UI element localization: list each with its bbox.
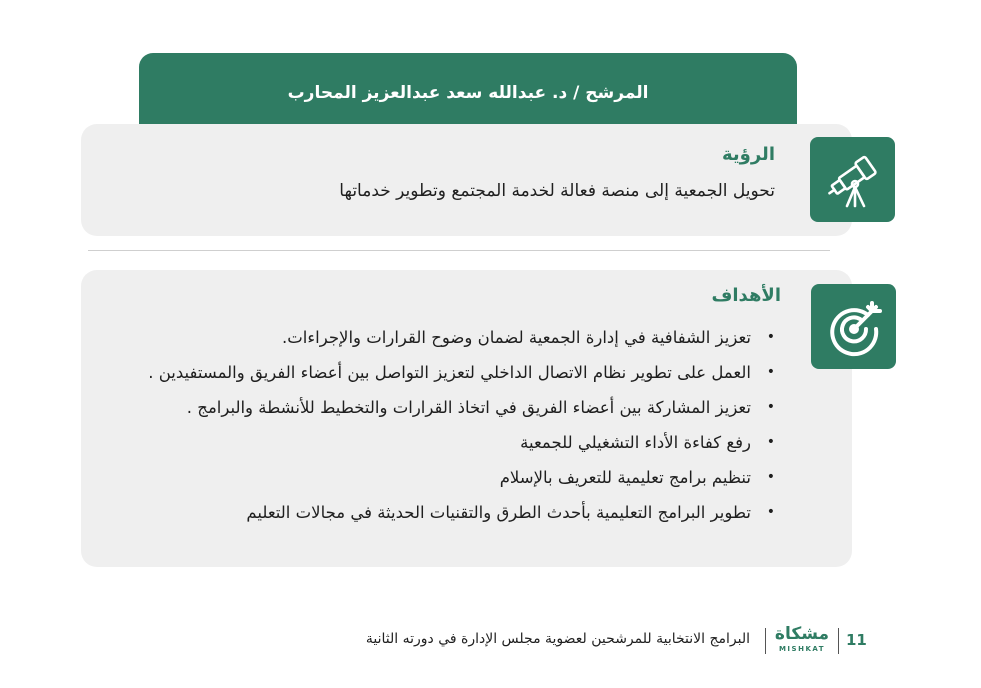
list-item bbox=[148, 460, 779, 495]
goal-text: تطوير البرامج التعليمية بأحدث الطرق والتقنيات الحديثة في مجالات التعليم bbox=[246, 503, 751, 522]
goals-card bbox=[81, 270, 852, 567]
bullet: • bbox=[766, 399, 775, 415]
goals-title: الأهداف bbox=[711, 285, 781, 306]
target-icon bbox=[811, 284, 896, 369]
vision-text: تحويل الجمعية إلى منصة فعالة لخدمة المجتمع وتطوير خدماتها bbox=[339, 181, 775, 201]
footer-text: البرامج الانتخابية للمرشحين لعضوية مجلس الإدارة في دورته الثانية bbox=[365, 631, 750, 647]
goal-text: تعزيز الشفافية في إدارة الجمعية لضمان وضوح القرارات والإجراءات. bbox=[282, 328, 751, 347]
candidate-name: المرشح / د. عبدالله سعد عبدالعزيز المحارب bbox=[287, 83, 649, 103]
footer-separator bbox=[765, 628, 766, 654]
footer-separator bbox=[838, 628, 839, 654]
goal-text: العمل على تطوير نظام الاتصال الداخلي لتعزيز التواصل بين أعضاء الفريق والمستفيدين . bbox=[148, 363, 751, 382]
bullet: • bbox=[766, 504, 775, 520]
goal-text: رفع كفاءة الأداء التشغيلي للجمعية bbox=[520, 433, 751, 452]
vision-card bbox=[81, 124, 852, 236]
list-item bbox=[148, 425, 779, 460]
bullet: • bbox=[766, 469, 775, 485]
logo-arabic: مشكاة bbox=[774, 624, 830, 644]
section-divider bbox=[88, 250, 830, 251]
bullet: • bbox=[766, 434, 775, 450]
list-item bbox=[148, 390, 779, 425]
list-item bbox=[148, 355, 779, 390]
candidate-header bbox=[139, 53, 797, 129]
vision-title: الرؤية bbox=[722, 144, 775, 165]
goal-text: تنظيم برامج تعليمية للتعريف بالإسلام bbox=[499, 468, 751, 487]
list-item bbox=[148, 320, 779, 355]
goals-list bbox=[148, 320, 779, 530]
bullet: • bbox=[766, 364, 775, 380]
page-number: 11 bbox=[846, 631, 867, 649]
logo-english: MISHKAT bbox=[778, 645, 826, 653]
bullet: • bbox=[766, 329, 775, 345]
telescope-icon bbox=[810, 137, 895, 222]
mishkat-logo bbox=[774, 624, 830, 656]
goal-text: تعزيز المشاركة بين أعضاء الفريق في اتخاذ القرارات والتخطيط للأنشطة والبرامج . bbox=[186, 398, 751, 417]
list-item bbox=[148, 495, 779, 530]
